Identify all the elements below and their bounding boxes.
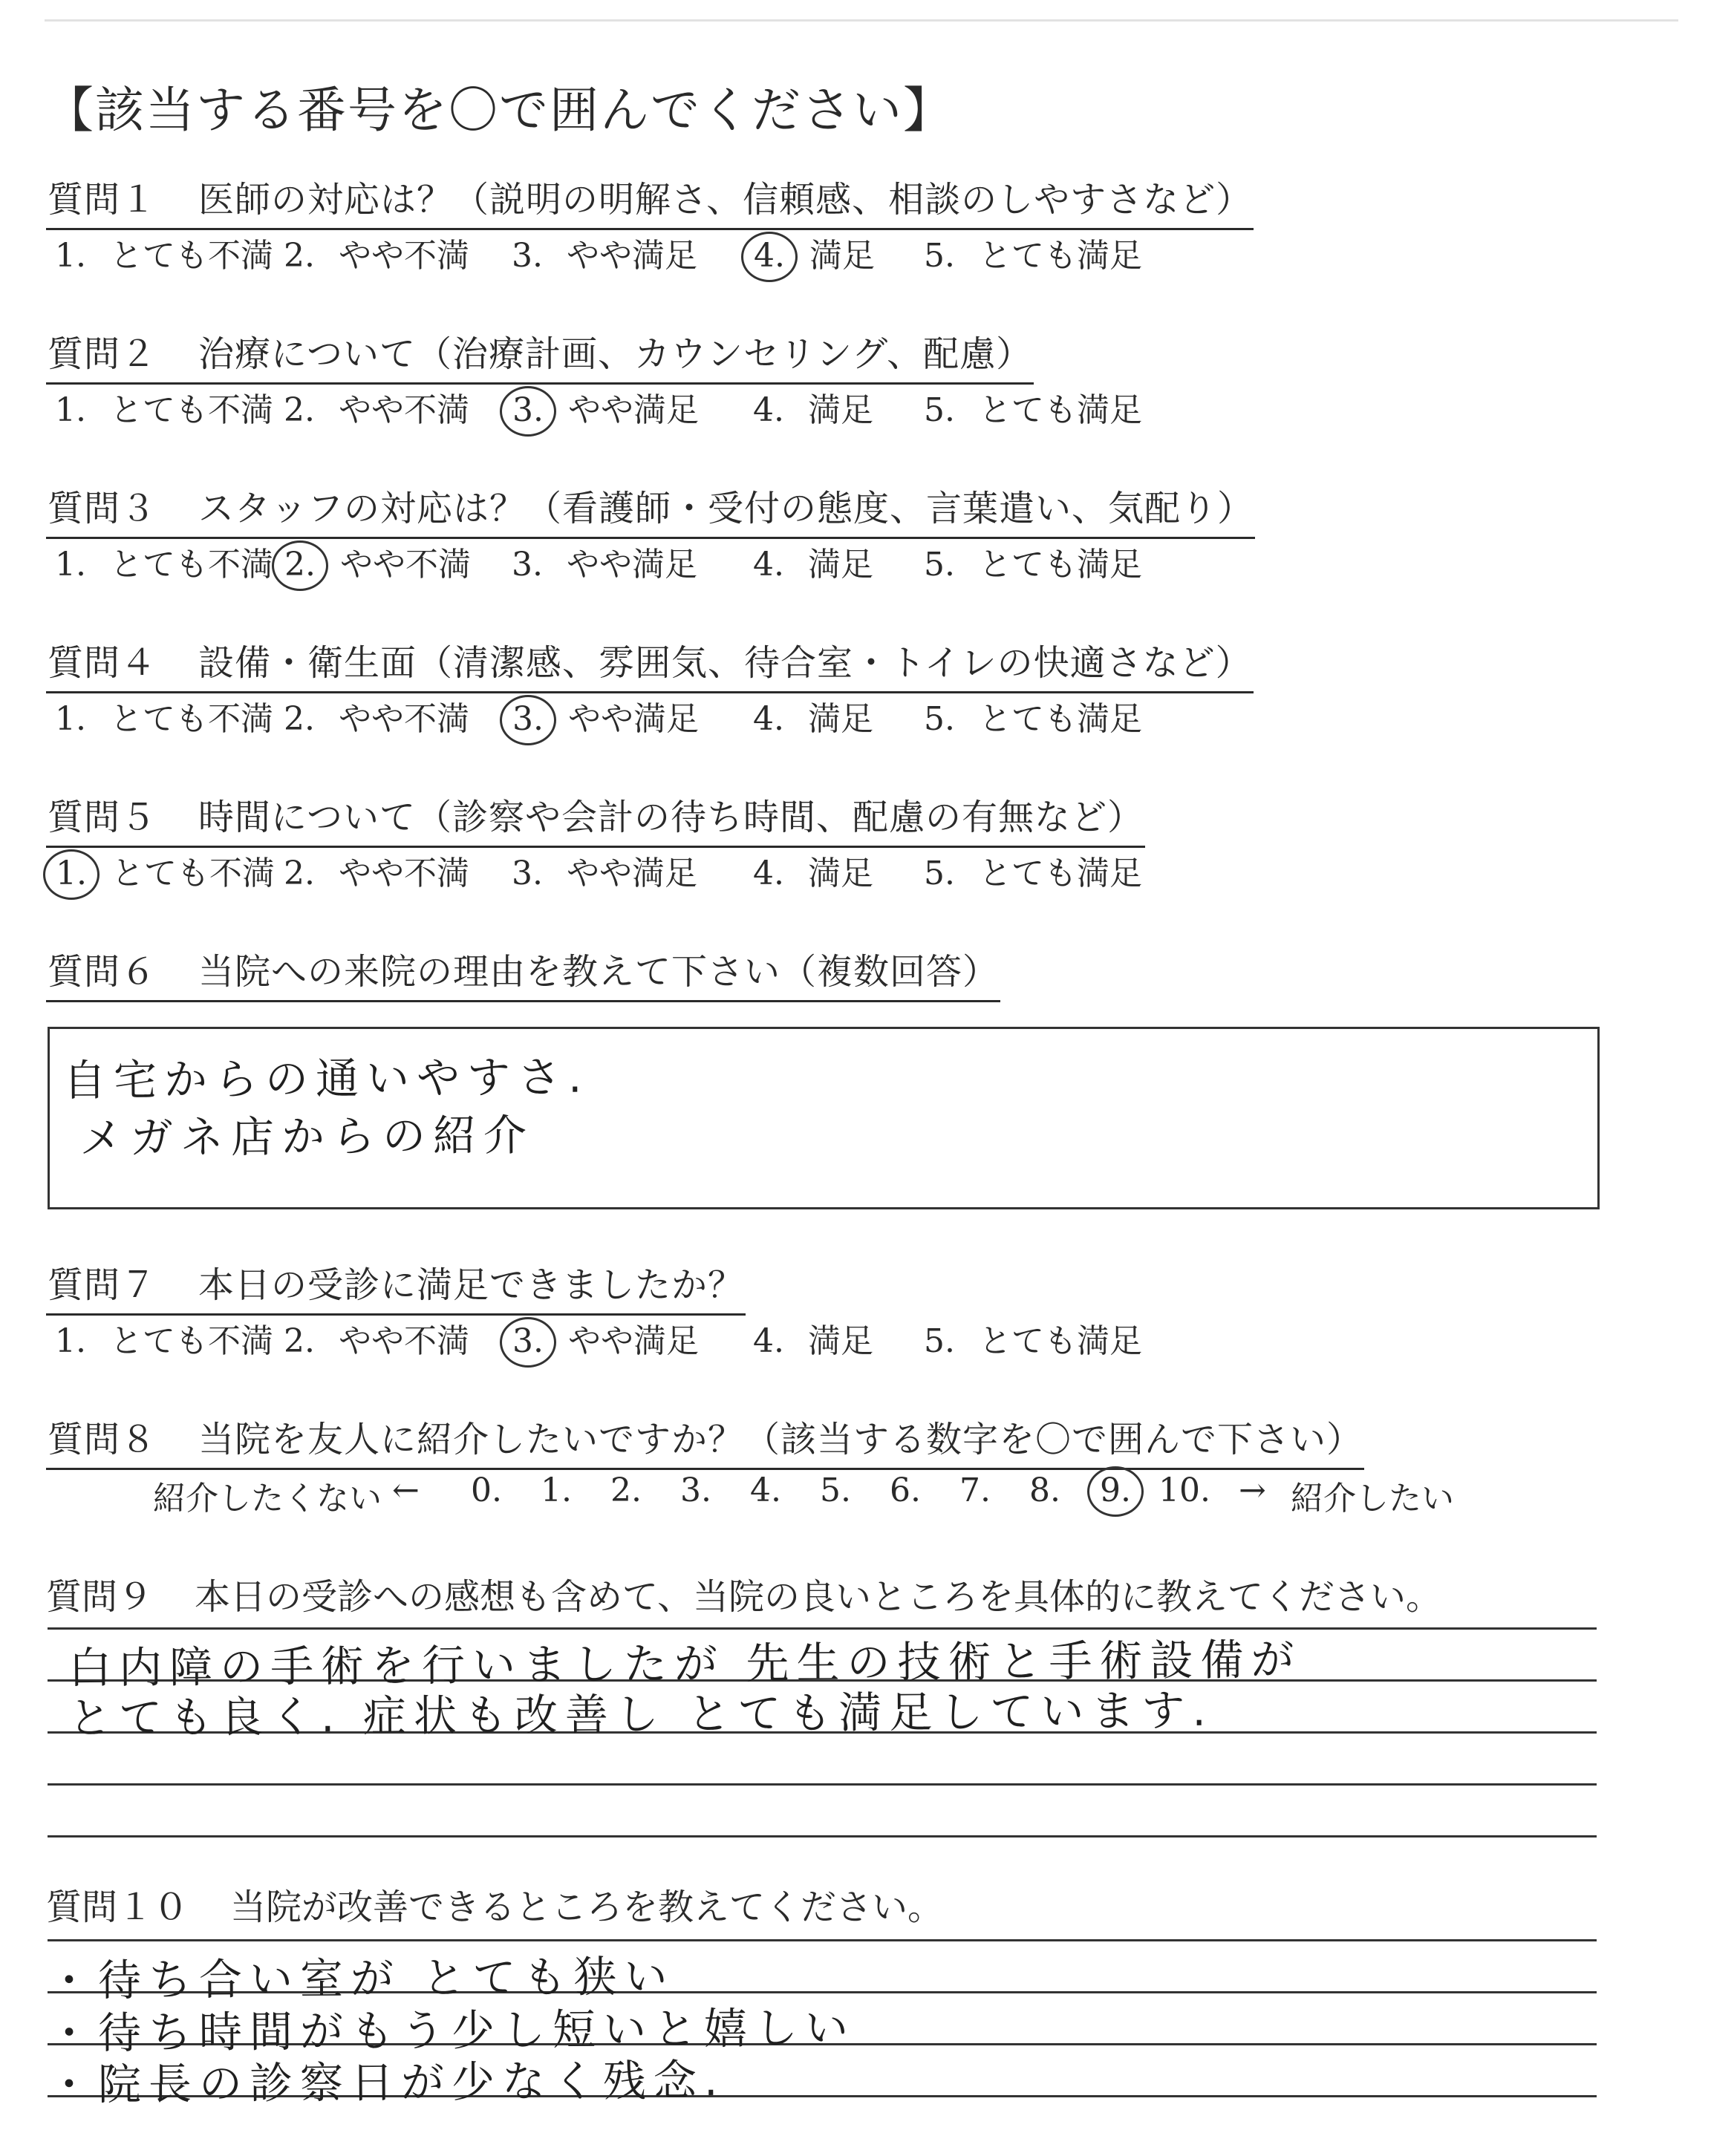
q5-option-3-number: 3. [512, 855, 543, 892]
q7-option-5-label: とても満足 [979, 1322, 1142, 1360]
question-6-label: 質問６ [48, 951, 157, 993]
q3-option-5[interactable] [912, 538, 1142, 585]
question-1 [46, 171, 1254, 230]
question-1-text: 医師の対応は？（説明の明解さ、信頼感、相談のしやすさなど） [198, 179, 1253, 220]
scale-option-2-number: 2. [610, 1471, 642, 1509]
q1-option-5-number: 5. [924, 237, 955, 275]
q1-option-3-number: 3. [512, 237, 543, 275]
q3-option-5-number: 5. [924, 546, 955, 584]
q5-option-4-label: 満足 [808, 855, 873, 892]
q7-option-3-label: やや満足 [568, 1322, 699, 1360]
q7-option-3-number: 3. [500, 1317, 556, 1368]
q5-option-1-label: とても不満 [111, 855, 275, 892]
q2-option-3-label: やや満足 [568, 391, 699, 429]
question-3-title [46, 480, 1255, 539]
q2-option-3[interactable] [500, 383, 699, 437]
form-header: 【該当する番号を〇で囲んでください】 [45, 82, 954, 139]
question-9 [46, 1568, 1441, 1619]
q5-option-5[interactable] [912, 846, 1142, 894]
q5-option-4-number: 4. [753, 855, 784, 892]
q4-option-4[interactable] [741, 692, 873, 739]
q9-rule-4 [48, 1783, 1597, 1786]
scale-option-5-number: 5. [820, 1471, 851, 1509]
q3-option-2-label: やや不満 [340, 546, 471, 584]
q7-option-4[interactable] [741, 1314, 873, 1362]
question-5-label: 質問５ [48, 797, 157, 838]
question-8-label: 質問８ [48, 1419, 157, 1460]
q2-option-1[interactable] [43, 383, 273, 431]
question-10 [46, 1878, 943, 1930]
scale-option-1-number: 1. [541, 1471, 572, 1509]
q5-option-1-number: 1. [43, 849, 100, 900]
question-5 [46, 788, 1145, 848]
q1-option-5[interactable] [912, 229, 1142, 276]
question-8-text: 当院を友人に紹介したいですか？（該当する数字を〇で囲んで下さい） [198, 1419, 1363, 1460]
scale-option-3-number: 3. [680, 1471, 711, 1509]
q10-answer-line-3: ・院長の診察日が少なく残念. [47, 2054, 726, 2111]
q1-option-4-label: 満足 [809, 237, 875, 275]
q4-option-2-number: 2. [284, 700, 315, 738]
q3-option-4-label: 満足 [808, 546, 873, 584]
scale-option-9-number: 9. [1087, 1466, 1144, 1517]
q5-option-2-label: やや不満 [339, 855, 469, 892]
q7-option-2-number: 2. [284, 1322, 315, 1360]
scale-option-10[interactable] [1157, 1471, 1212, 1509]
q3-option-3-label: やや満足 [567, 546, 697, 584]
q1-option-1[interactable] [43, 229, 273, 276]
scale-right-label: 紹介したい [1291, 1480, 1454, 1518]
q2-option-4-number: 4. [753, 391, 784, 429]
q3-option-3-number: 3. [512, 546, 543, 584]
q4-option-1[interactable] [43, 692, 273, 739]
question-6 [46, 943, 1000, 1002]
q1-option-1-number: 1. [55, 237, 86, 275]
q5-option-1[interactable] [43, 846, 275, 900]
question-2 [46, 325, 1034, 385]
q4-option-2-label: やや不満 [339, 700, 469, 738]
question-9-text: 本日の受診への感想も含めて、当院の良いところを具体的に教えてください。 [195, 1576, 1442, 1618]
q9-rule-5 [48, 1835, 1597, 1838]
question-4-text: 設備・衛生面（清潔感、雰囲気、待合室・トイレの快適さなど） [198, 642, 1252, 684]
q4-option-3-label: やや満足 [568, 700, 699, 738]
q4-option-3-number: 3. [500, 695, 556, 745]
scale-option-7-number: 7. [959, 1471, 991, 1509]
scale-left-arrow: ← [392, 1471, 420, 1509]
q4-option-4-label: 満足 [808, 700, 873, 738]
q1-option-1-label: とても不満 [110, 237, 273, 275]
q2-option-4-label: 満足 [808, 391, 873, 429]
q1-option-4-number: 4. [741, 232, 798, 282]
q7-option-1-label: とても不満 [110, 1322, 273, 1360]
question-7-title [46, 1256, 746, 1316]
q1-option-2-number: 2. [284, 237, 315, 275]
question-9-title [46, 1576, 1441, 1618]
question-7-label: 質問７ [48, 1264, 157, 1306]
question-5-text: 時間について（診察や会計の待ち時間、配慮の有無など） [198, 797, 1144, 838]
question-6-title [46, 943, 1000, 1002]
q5-option-2-number: 2. [284, 855, 315, 892]
question-2-label: 質問２ [48, 333, 157, 375]
question-7 [46, 1256, 746, 1316]
question-10-title [46, 1886, 943, 1928]
top-rule [45, 19, 1678, 22]
scale-option-9[interactable] [1087, 1471, 1144, 1517]
q3-option-4[interactable] [741, 538, 873, 585]
q7-option-1-number: 1. [55, 1322, 86, 1360]
q3-option-1[interactable] [43, 538, 273, 585]
q3-option-3[interactable] [500, 538, 697, 585]
question-2-text: 治療について（治療計画、カウンセリング、配慮） [198, 333, 1033, 375]
q6-answer-box[interactable] [48, 1027, 1600, 1209]
scale-option-4[interactable] [738, 1471, 793, 1509]
q2-option-5-label: とても満足 [979, 391, 1142, 429]
q3-option-4-number: 4. [753, 546, 784, 584]
question-4 [46, 634, 1254, 693]
q9-answer-line-1: 白内障の手術を行いましたが 先生の技術と手術設備が [68, 1634, 1302, 1693]
question-6-text: 当院への来院の理由を教えて下さい（複数回答） [198, 951, 1000, 993]
scale-option-10-number: 10. [1158, 1471, 1210, 1509]
q2-option-5[interactable] [912, 383, 1142, 431]
scale-right-arrow: → [1239, 1471, 1266, 1509]
q6-answer-line-2: メガネ店からの紹介 [79, 1109, 535, 1164]
question-7-text: 本日の受診に満足できましたか？ [198, 1264, 745, 1306]
scale-option-0-number: 0. [471, 1471, 502, 1509]
q2-option-2-label: やや不満 [339, 391, 469, 429]
q7-option-1[interactable] [43, 1314, 273, 1362]
q10-rule-1 [48, 1939, 1597, 1941]
q2-option-1-number: 1. [55, 391, 86, 429]
q1-option-2[interactable] [272, 229, 469, 276]
scale-option-7[interactable] [948, 1471, 1003, 1509]
q2-option-3-number: 3. [500, 386, 556, 437]
q5-option-5-number: 5. [924, 855, 955, 892]
q2-option-5-number: 5. [924, 391, 955, 429]
q1-option-5-label: とても満足 [979, 237, 1142, 275]
q7-option-3[interactable] [500, 1314, 699, 1368]
scale-option-3[interactable] [668, 1471, 723, 1509]
question-3 [46, 480, 1255, 539]
question-10-text: 当院が改善できるところを教えてください。 [230, 1886, 944, 1928]
q3-option-1-label: とても不満 [110, 546, 273, 584]
q5-option-3-label: やや満足 [567, 855, 697, 892]
q10-answer-line-2: ・待ち時間がもう少し短いと嬉しい [47, 2002, 856, 2059]
q3-option-5-label: とても満足 [979, 546, 1142, 584]
q7-option-5[interactable] [912, 1314, 1142, 1362]
q2-option-4[interactable] [741, 383, 873, 431]
scale-option-1[interactable] [529, 1471, 584, 1509]
question-8 [46, 1411, 1364, 1470]
q2-option-2-number: 2. [284, 391, 315, 429]
q7-option-5-number: 5. [924, 1322, 955, 1360]
q1-option-4[interactable] [741, 229, 875, 282]
q10-answer-line-1: ・待ち合い室が とても狭い [47, 1951, 675, 2006]
question-3-label: 質問３ [48, 488, 157, 529]
question-8-title [46, 1411, 1364, 1470]
q4-option-1-label: とても不満 [110, 700, 273, 738]
scale-option-5[interactable] [808, 1471, 863, 1509]
q2-option-2[interactable] [272, 383, 469, 431]
scale-option-6[interactable] [878, 1471, 933, 1509]
question-1-title [46, 171, 1254, 230]
question-2-title [46, 325, 1034, 385]
q7-option-4-label: 満足 [808, 1322, 873, 1360]
question-4-title [46, 634, 1254, 693]
q7-option-2[interactable] [272, 1314, 469, 1362]
question-9-label: 質問９ [46, 1576, 154, 1618]
scale-option-8-number: 8. [1029, 1471, 1060, 1509]
q3-option-2-number: 2. [272, 540, 328, 591]
q4-option-2[interactable] [272, 692, 469, 739]
q1-option-3[interactable] [500, 229, 697, 276]
q4-option-5-number: 5. [924, 700, 955, 738]
q4-option-5[interactable] [912, 692, 1142, 739]
q7-option-2-label: やや不満 [339, 1322, 469, 1360]
scale-option-8[interactable] [1017, 1471, 1072, 1509]
question-10-label: 質問１０ [46, 1886, 189, 1928]
question-5-title [46, 788, 1145, 848]
q6-answer-line-1: 自宅からの通いやすさ. [62, 1051, 590, 1106]
q4-option-3[interactable] [500, 692, 699, 745]
scale-left-label: 紹介したくない [153, 1480, 382, 1518]
q5-option-2[interactable] [272, 846, 469, 894]
q5-option-4[interactable] [741, 846, 873, 894]
q2-option-1-label: とても不満 [110, 391, 273, 429]
q5-option-5-label: とても満足 [979, 855, 1142, 892]
question-4-label: 質問４ [48, 642, 157, 684]
scale-option-0[interactable] [459, 1471, 514, 1509]
q3-option-2[interactable] [272, 538, 471, 591]
scale-option-4-number: 4. [750, 1471, 781, 1509]
question-3-text: スタッフの対応は？（看護師・受付の態度、言葉遣い、気配り） [198, 488, 1254, 529]
q4-option-1-number: 1. [55, 700, 86, 738]
q9-answer-line-2: とても良く. 症状も改善し とても満足しています. [68, 1685, 1214, 1744]
q1-option-3-label: やや満足 [567, 237, 697, 275]
q4-option-5-label: とても満足 [979, 700, 1142, 738]
scale-option-2[interactable] [599, 1471, 654, 1509]
scale-option-6-number: 6. [890, 1471, 921, 1509]
q5-option-3[interactable] [500, 846, 697, 894]
q4-option-4-number: 4. [753, 700, 784, 738]
q7-option-4-number: 4. [753, 1322, 784, 1360]
q1-option-2-label: やや不満 [339, 237, 469, 275]
q3-option-1-number: 1. [55, 546, 86, 584]
question-1-label: 質問１ [48, 179, 157, 220]
